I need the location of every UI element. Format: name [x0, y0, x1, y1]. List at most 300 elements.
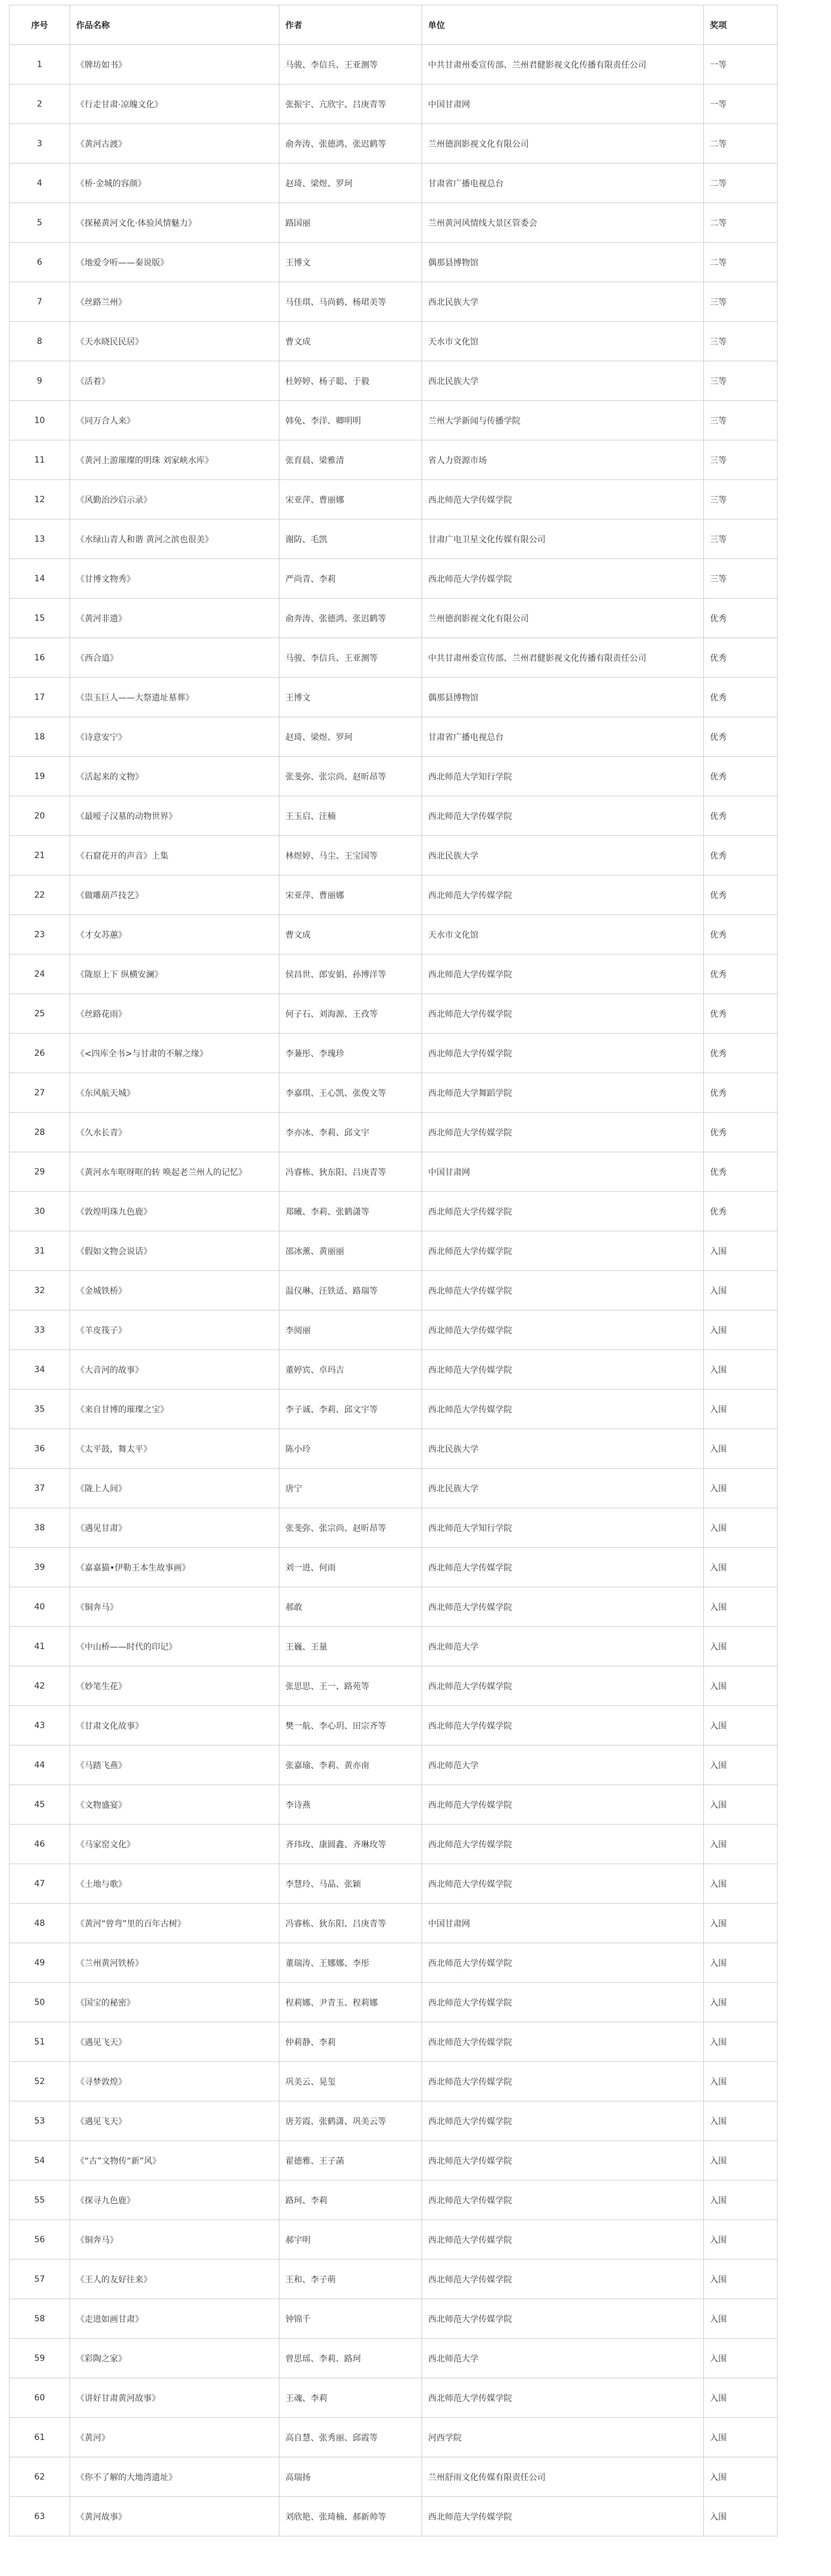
- cell-award: 优秀: [704, 599, 778, 638]
- cell-title: 《铜奔马》: [70, 2220, 279, 2260]
- cell-index: 45: [10, 1785, 70, 1825]
- cell-title: 《黄河“曾弯”里的百年古树》: [70, 1904, 279, 1943]
- table-row: [10, 1113, 778, 1152]
- cell-unit: 西北师范大学传媒学院: [422, 2299, 704, 2339]
- cell-author: 杜婷婷、杨子聪、于毅: [279, 361, 422, 401]
- cell-unit: 偶那县博物馆: [422, 243, 704, 282]
- cell-award: 优秀: [704, 796, 778, 836]
- cell-author: 俞奔涛、张德鸿、张迟鹤等: [279, 599, 422, 638]
- cell-title: 《活起来的文物》: [70, 757, 279, 796]
- cell-award: 优秀: [704, 1113, 778, 1152]
- cell-title: 《诗意安宁》: [70, 717, 279, 757]
- cell-title: 《“古”文物传“新”风》: [70, 2141, 279, 2181]
- cell-author: 冯睿栋、狄东阳、吕庚青等: [279, 1904, 422, 1943]
- cell-index: 35: [10, 1390, 70, 1429]
- cell-unit: 西北师范大学传媒学院: [422, 1983, 704, 2022]
- table-row: [10, 401, 778, 440]
- cell-index: 55: [10, 2181, 70, 2220]
- cell-index: 22: [10, 875, 70, 915]
- cell-unit: 西北师范大学传媒学院: [422, 1390, 704, 1429]
- cell-unit: 西北师范大学传媒学院: [422, 1113, 704, 1152]
- cell-author: 李阅丽: [279, 1310, 422, 1350]
- table-row: [10, 2457, 778, 2497]
- table-row: [10, 45, 778, 84]
- table-row: [10, 1429, 778, 1469]
- cell-award: 入围: [704, 2418, 778, 2457]
- cell-award: 入围: [704, 2022, 778, 2062]
- header-unit: 单位: [422, 5, 704, 45]
- cell-title: 《黄河非遗》: [70, 599, 279, 638]
- cell-award: 三等: [704, 282, 778, 322]
- cell-title: 《文物盛宴》: [70, 1785, 279, 1825]
- table-body: [10, 45, 778, 2536]
- cell-award: 二等: [704, 124, 778, 164]
- cell-author: 王博文: [279, 243, 422, 282]
- cell-title: 《水绿山青人和谐 黄河之滨也很美》: [70, 520, 279, 559]
- cell-index: 4: [10, 164, 70, 203]
- cell-author: 唐宁: [279, 1469, 422, 1508]
- table-row: [10, 1864, 778, 1904]
- cell-unit: 西北师范大学传媒学院: [422, 2260, 704, 2299]
- cell-award: 入围: [704, 2220, 778, 2260]
- cell-title: 《探寻九色鹿》: [70, 2181, 279, 2220]
- cell-title: 《遇见飞天》: [70, 2101, 279, 2141]
- cell-unit: 西北师范大学传媒学院: [422, 875, 704, 915]
- cell-title: 《马家窑文化》: [70, 1825, 279, 1864]
- table-row: [10, 1152, 778, 1192]
- cell-index: 29: [10, 1152, 70, 1192]
- cell-unit: 西北师范大学舞蹈学院: [422, 1073, 704, 1113]
- cell-unit: 西北民族大学: [422, 282, 704, 322]
- cell-award: 优秀: [704, 1034, 778, 1073]
- cell-award: 入围: [704, 1943, 778, 1983]
- cell-index: 49: [10, 1943, 70, 1983]
- cell-award: 优秀: [704, 638, 778, 678]
- cell-title: 《遇见飞天》: [70, 2022, 279, 2062]
- cell-index: 58: [10, 2299, 70, 2339]
- cell-title: 《假如文物会说话》: [70, 1231, 279, 1271]
- cell-index: 51: [10, 2022, 70, 2062]
- cell-author: 韩免、李洋、卿明明: [279, 401, 422, 440]
- cell-unit: 西北师范大学传媒学院: [422, 1231, 704, 1271]
- cell-index: 13: [10, 520, 70, 559]
- cell-index: 23: [10, 915, 70, 955]
- cell-title: 《兰州黄河铁桥》: [70, 1943, 279, 1983]
- cell-unit: 西北师范大学传媒学院: [422, 1706, 704, 1745]
- cell-author: 张思思、王一、路苑等: [279, 1666, 422, 1706]
- cell-award: 优秀: [704, 994, 778, 1034]
- cell-author: 温仪琳、汪铁适、路瑞等: [279, 1271, 422, 1310]
- table-row: [10, 1034, 778, 1073]
- cell-index: 34: [10, 1350, 70, 1390]
- cell-author: 李诗燕: [279, 1785, 422, 1825]
- cell-unit: 西北师范大学传媒学院: [422, 1310, 704, 1350]
- cell-award: 优秀: [704, 875, 778, 915]
- cell-award: 优秀: [704, 717, 778, 757]
- cell-unit: 西北师范大学传媒学院: [422, 1548, 704, 1587]
- cell-award: 一等: [704, 84, 778, 124]
- cell-index: 1: [10, 45, 70, 84]
- cell-author: 张育晨、梁雅清: [279, 440, 422, 480]
- cell-unit: 西北民族大学: [422, 836, 704, 875]
- cell-title: 《最嗳子汉墓的动物世界》: [70, 796, 279, 836]
- awards-table: [9, 5, 778, 2536]
- cell-award: 入围: [704, 2141, 778, 2181]
- table-row: [10, 1825, 778, 1864]
- header-award: 奖项: [704, 5, 778, 45]
- cell-index: 60: [10, 2378, 70, 2418]
- cell-author: 曹文成: [279, 322, 422, 361]
- table-row: [10, 1666, 778, 1706]
- table-row: [10, 2141, 778, 2181]
- cell-index: 63: [10, 2497, 70, 2536]
- cell-author: 路国丽: [279, 203, 422, 243]
- cell-award: 入围: [704, 1587, 778, 1627]
- table-row: [10, 599, 778, 638]
- cell-unit: 西北师范大学传媒学院: [422, 1034, 704, 1073]
- cell-index: 54: [10, 2141, 70, 2181]
- cell-unit: 西北师范大学传媒学院: [422, 2181, 704, 2220]
- cell-title: 《黄河》: [70, 2418, 279, 2457]
- cell-index: 24: [10, 955, 70, 994]
- cell-index: 40: [10, 1587, 70, 1627]
- cell-author: 李嘉琪、王心凯、张俊文等: [279, 1073, 422, 1113]
- cell-index: 27: [10, 1073, 70, 1113]
- cell-author: 程莉娜、尹青玉、程莉娜: [279, 1983, 422, 2022]
- cell-author: 曾思瑶、李莉、路珂: [279, 2339, 422, 2378]
- table-row: [10, 955, 778, 994]
- cell-author: 侯昌世、郎安娟、孙博洋等: [279, 955, 422, 994]
- cell-index: 11: [10, 440, 70, 480]
- cell-title: 《王人的友好往来》: [70, 2260, 279, 2299]
- cell-author: 巩美云、晃玺: [279, 2062, 422, 2101]
- table-row: [10, 836, 778, 875]
- cell-unit: 西北师范大学传媒学院: [422, 1587, 704, 1627]
- cell-index: 9: [10, 361, 70, 401]
- table-row: [10, 915, 778, 955]
- cell-award: 二等: [704, 203, 778, 243]
- table-row: [10, 520, 778, 559]
- cell-index: 18: [10, 717, 70, 757]
- cell-author: 高瑞扬: [279, 2457, 422, 2497]
- cell-unit: 兰州大学新闻与传播学院: [422, 401, 704, 440]
- cell-award: 入围: [704, 1706, 778, 1745]
- cell-title: 《中山桥——时代的印记》: [70, 1627, 279, 1666]
- cell-unit: 西北师范大学: [422, 1627, 704, 1666]
- header-title: 作品名称: [70, 5, 279, 45]
- table-row: [10, 1231, 778, 1271]
- cell-unit: 中国甘肃网: [422, 1904, 704, 1943]
- table-row: [10, 2181, 778, 2220]
- cell-unit: 西北师范大学传媒学院: [422, 2101, 704, 2141]
- cell-title: 《黄河古渡》: [70, 124, 279, 164]
- cell-index: 52: [10, 2062, 70, 2101]
- cell-unit: 西北师范大学传媒学院: [422, 1666, 704, 1706]
- cell-title: 《黄河水车哐呀哐的转 唤起老兰州人的记忆》: [70, 1152, 279, 1192]
- cell-unit: 西北师范大学知行学院: [422, 757, 704, 796]
- cell-author: 俞奔涛、张德鸿、张迟鹤等: [279, 124, 422, 164]
- cell-award: 入围: [704, 2299, 778, 2339]
- cell-author: 刘欣艳、张琦楠、郝新帅等: [279, 2497, 422, 2536]
- cell-title: 《久水长青》: [70, 1113, 279, 1152]
- cell-title: 《风勤治沙启示录》: [70, 480, 279, 520]
- cell-unit: 甘肃省广播电视总台: [422, 164, 704, 203]
- table-row: [10, 1469, 778, 1508]
- cell-award: 入围: [704, 2457, 778, 2497]
- cell-title: 《地爱令听——秦说版》: [70, 243, 279, 282]
- cell-title: 《土地与歌》: [70, 1864, 279, 1904]
- cell-unit: 兰州德润影视文化有限公司: [422, 599, 704, 638]
- table-row: [10, 480, 778, 520]
- cell-unit: 中国甘肃网: [422, 1152, 704, 1192]
- cell-author: 宋亚萍、曹丽娜: [279, 875, 422, 915]
- table-row: [10, 84, 778, 124]
- cell-award: 入围: [704, 1983, 778, 2022]
- cell-index: 2: [10, 84, 70, 124]
- cell-title: 《丝路兰州》: [70, 282, 279, 322]
- table-row: [10, 243, 778, 282]
- table-row: [10, 1706, 778, 1745]
- cell-index: 10: [10, 401, 70, 440]
- cell-award: 一等: [704, 45, 778, 84]
- table-row: [10, 1073, 778, 1113]
- cell-author: 郑曦、李莉、张鹤潇等: [279, 1192, 422, 1231]
- cell-index: 26: [10, 1034, 70, 1073]
- cell-unit: 西北师范大学: [422, 2339, 704, 2378]
- table-row: [10, 1785, 778, 1825]
- cell-award: 优秀: [704, 955, 778, 994]
- cell-index: 31: [10, 1231, 70, 1271]
- cell-author: 赵琦、梁煜、罗珂: [279, 164, 422, 203]
- cell-title: 《行走甘肃·凉魄文化》: [70, 84, 279, 124]
- cell-award: 三等: [704, 322, 778, 361]
- cell-author: 何子石、刘海源、王孜等: [279, 994, 422, 1034]
- cell-unit: 中共甘肃州委宣传部、兰州君健影视文化传播有限责任公司: [422, 45, 704, 84]
- cell-award: 三等: [704, 480, 778, 520]
- cell-award: 入围: [704, 1745, 778, 1785]
- cell-award: 优秀: [704, 1152, 778, 1192]
- cell-title: 《甘博文物秀》: [70, 559, 279, 599]
- cell-award: 优秀: [704, 915, 778, 955]
- cell-title: 《大音河的故事》: [70, 1350, 279, 1390]
- cell-index: 28: [10, 1113, 70, 1152]
- cell-unit: 西北师范大学传媒学院: [422, 994, 704, 1034]
- cell-title: 《黄河故事》: [70, 2497, 279, 2536]
- table-row: [10, 678, 778, 717]
- cell-award: 入围: [704, 1785, 778, 1825]
- table-row: [10, 2418, 778, 2457]
- cell-unit: 甘肃省广播电视总台: [422, 717, 704, 757]
- cell-index: 39: [10, 1548, 70, 1587]
- cell-unit: 西北民族大学: [422, 361, 704, 401]
- table-row: [10, 1548, 778, 1587]
- cell-author: 仲莉静、李莉: [279, 2022, 422, 2062]
- cell-author: 李子诚、李莉、邱文宇等: [279, 1390, 422, 1429]
- cell-index: 36: [10, 1429, 70, 1469]
- table-row: [10, 322, 778, 361]
- cell-author: 路珂、李莉: [279, 2181, 422, 2220]
- cell-author: 邵冰薰、黄丽丽: [279, 1231, 422, 1271]
- cell-author: 马骏、李信兵、王亚测等: [279, 45, 422, 84]
- cell-title: 《讲好甘肃黄河故事》: [70, 2378, 279, 2418]
- cell-unit: 西北师范大学传媒学院: [422, 2220, 704, 2260]
- cell-author: 王玉启、汪楠: [279, 796, 422, 836]
- cell-author: 王博文: [279, 678, 422, 717]
- table-header-row: [10, 5, 778, 45]
- cell-unit: 西北师范大学传媒学院: [422, 796, 704, 836]
- table-row: [10, 2101, 778, 2141]
- cell-award: 入围: [704, 1350, 778, 1390]
- cell-award: 入围: [704, 2062, 778, 2101]
- cell-unit: 河西学院: [422, 2418, 704, 2457]
- table-row: [10, 1587, 778, 1627]
- cell-index: 61: [10, 2418, 70, 2457]
- cell-index: 7: [10, 282, 70, 322]
- table-row: [10, 559, 778, 599]
- cell-author: 马佳琪、马尚鹤、杨珺美等: [279, 282, 422, 322]
- cell-index: 53: [10, 2101, 70, 2141]
- cell-index: 33: [10, 1310, 70, 1350]
- cell-title: 《陇原上下 纵横安澜》: [70, 955, 279, 994]
- cell-index: 19: [10, 757, 70, 796]
- cell-unit: 甘肃广电卫星文化传媒有限公司: [422, 520, 704, 559]
- cell-unit: 西北师范大学传媒学院: [422, 2378, 704, 2418]
- cell-author: 冯睿栋、狄东阳、吕庚青等: [279, 1152, 422, 1192]
- cell-award: 入围: [704, 2378, 778, 2418]
- cell-award: 入围: [704, 1231, 778, 1271]
- cell-author: 张嘉瑜、李莉、黄亦南: [279, 1745, 422, 1785]
- cell-author: 赵琦、梁煜、罗珂: [279, 717, 422, 757]
- cell-author: 张振宇、亢欣宇、吕庚青等: [279, 84, 422, 124]
- cell-title: 《祟玉巨人——大祭遗址墓葬》: [70, 678, 279, 717]
- table-row: [10, 2339, 778, 2378]
- cell-unit: 省人力资源市场: [422, 440, 704, 480]
- cell-author: 马骏、李信兵、王亚测等: [279, 638, 422, 678]
- cell-index: 25: [10, 994, 70, 1034]
- cell-index: 15: [10, 599, 70, 638]
- cell-title: 《走进如画甘肃》: [70, 2299, 279, 2339]
- cell-unit: 西北师范大学传媒学院: [422, 1271, 704, 1310]
- cell-award: 入围: [704, 1825, 778, 1864]
- table-row: [10, 2220, 778, 2260]
- table-row: [10, 717, 778, 757]
- cell-index: 57: [10, 2260, 70, 2299]
- cell-author: 郝敢: [279, 1587, 422, 1627]
- cell-award: 入围: [704, 1548, 778, 1587]
- cell-unit: 中共甘肃州委宣传部、兰州君健影视文化传播有限责任公司: [422, 638, 704, 678]
- cell-index: 30: [10, 1192, 70, 1231]
- cell-award: 入围: [704, 1390, 778, 1429]
- cell-index: 16: [10, 638, 70, 678]
- cell-title: 《寻梦敦煌》: [70, 2062, 279, 2101]
- cell-unit: 西北师范大学传媒学院: [422, 2141, 704, 2181]
- cell-author: 董婷宾、卓玛吉: [279, 1350, 422, 1390]
- cell-title: 《太平鼓，舞太平》: [70, 1429, 279, 1469]
- cell-author: 王魂、李莉: [279, 2378, 422, 2418]
- cell-award: 优秀: [704, 678, 778, 717]
- cell-title: 《来自甘博的璀璨之宝》: [70, 1390, 279, 1429]
- cell-title: 《金城铁桥》: [70, 1271, 279, 1310]
- table-row: [10, 1350, 778, 1390]
- cell-award: 二等: [704, 243, 778, 282]
- cell-unit: 天水市文化馆: [422, 322, 704, 361]
- cell-index: 46: [10, 1825, 70, 1864]
- cell-unit: 西北师范大学传媒学院: [422, 1192, 704, 1231]
- cell-award: 入围: [704, 1310, 778, 1350]
- cell-title: 《<四库全书>与甘肃的不解之缘》: [70, 1034, 279, 1073]
- cell-unit: 西北民族大学: [422, 1429, 704, 1469]
- cell-unit: 西北师范大学传媒学院: [422, 1785, 704, 1825]
- cell-award: 入围: [704, 1429, 778, 1469]
- table-row: [10, 994, 778, 1034]
- cell-award: 三等: [704, 559, 778, 599]
- cell-index: 14: [10, 559, 70, 599]
- header-index: 序号: [10, 5, 70, 45]
- cell-author: 林煜婷、马尘、王宝国等: [279, 836, 422, 875]
- cell-title: 《妙笔生花》: [70, 1666, 279, 1706]
- cell-unit: 兰州黄河风情线大景区管委会: [422, 203, 704, 243]
- table-row: [10, 1271, 778, 1310]
- table-row: [10, 1508, 778, 1548]
- cell-index: 44: [10, 1745, 70, 1785]
- cell-author: 钟锦千: [279, 2299, 422, 2339]
- cell-title: 《天水晓民民居》: [70, 322, 279, 361]
- table-row: [10, 440, 778, 480]
- cell-unit: 西北师范大学传媒学院: [422, 2062, 704, 2101]
- cell-author: 刘一进、何雨: [279, 1548, 422, 1587]
- cell-unit: 西北师范大学传媒学院: [422, 559, 704, 599]
- cell-award: 三等: [704, 520, 778, 559]
- table-row: [10, 2062, 778, 2101]
- cell-author: 唐芳霞、张鹤潇、巩美云等: [279, 2101, 422, 2141]
- cell-award: 三等: [704, 361, 778, 401]
- cell-award: 优秀: [704, 1192, 778, 1231]
- cell-index: 48: [10, 1904, 70, 1943]
- cell-unit: 西北师范大学传媒学院: [422, 2022, 704, 2062]
- cell-index: 17: [10, 678, 70, 717]
- table-row: [10, 757, 778, 796]
- cell-author: 张斐弥、张宗尚、赵昕昂等: [279, 1508, 422, 1548]
- cell-title: 《国宝的秘密》: [70, 1983, 279, 2022]
- cell-index: 6: [10, 243, 70, 282]
- cell-unit: 西北师范大学传媒学院: [422, 1825, 704, 1864]
- table-row: [10, 638, 778, 678]
- table-row: [10, 1943, 778, 1983]
- cell-title: 《你不了解的大地湾遗址》: [70, 2457, 279, 2497]
- cell-title: 《铜奔马》: [70, 1587, 279, 1627]
- cell-unit: 西北民族大学: [422, 1469, 704, 1508]
- table-row: [10, 2299, 778, 2339]
- table-row: [10, 2022, 778, 2062]
- cell-award: 二等: [704, 164, 778, 203]
- cell-unit: 兰州舒雨文化传媒有限责任公司: [422, 2457, 704, 2497]
- cell-award: 入围: [704, 1627, 778, 1666]
- cell-author: 李亦冰、李莉、邱文宇: [279, 1113, 422, 1152]
- table-row: [10, 203, 778, 243]
- cell-unit: 西北师范大学传媒学院: [422, 1943, 704, 1983]
- cell-author: 宋亚萍、曹丽娜: [279, 480, 422, 520]
- cell-index: 43: [10, 1706, 70, 1745]
- cell-award: 入围: [704, 1508, 778, 1548]
- cell-title: 《遇见甘肃》: [70, 1508, 279, 1548]
- cell-unit: 中国甘肃网: [422, 84, 704, 124]
- cell-title: 《石窟花开的声音》上集: [70, 836, 279, 875]
- cell-index: 5: [10, 203, 70, 243]
- cell-award: 入围: [704, 1469, 778, 1508]
- cell-author: 严尚青、李莉: [279, 559, 422, 599]
- cell-index: 8: [10, 322, 70, 361]
- cell-unit: 西北师范大学传媒学院: [422, 1350, 704, 1390]
